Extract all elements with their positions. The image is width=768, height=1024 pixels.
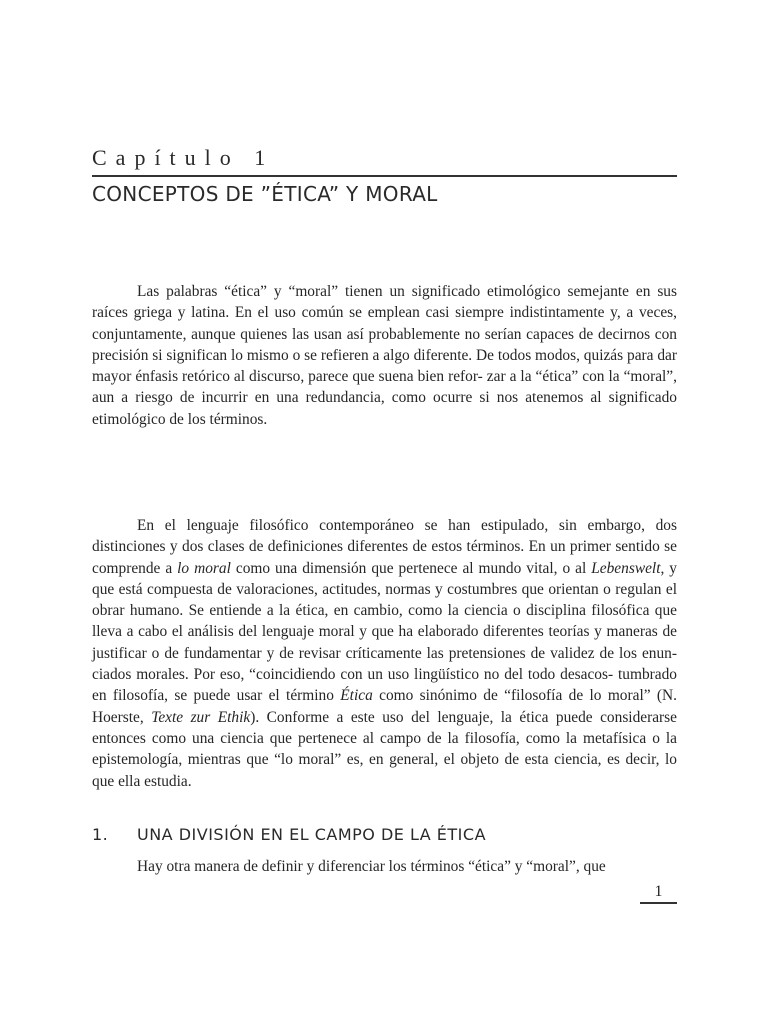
page-number: 1 [640, 883, 677, 904]
italic-term: Ética [340, 687, 373, 705]
section-number: 1. [92, 825, 109, 844]
text-run: como una dimensión que pertenece al mundo vital, o al [230, 559, 592, 577]
section-title: UNA DIVISIÓN EN EL CAMPO DE LA ÉTICA [137, 825, 487, 844]
section-heading [92, 824, 677, 846]
chapter-label: Capítulo 1 [92, 145, 275, 170]
section-first-line: Hay otra manera de definir y diferenciar los términos “ética” y “moral”, que [137, 858, 606, 875]
chapter-rule [92, 175, 677, 177]
italic-term: Lebenswelt [591, 559, 661, 577]
text-run: como sinónimo de “filosofía de lo moral” (N. Hoerste, [92, 687, 677, 726]
text-run: En el lenguaje filosófico contemporáneo se han estipulado, sin embargo, dos distinciones y dos clases de definiciones diferentes de estos términos. En un primer sentido se comprende a [92, 517, 677, 577]
text-run: ). Conforme a este uso del lenguaje, la ética puede considerarse entonces como una ciencia que pertenece al campo de la filosofía, como la metafísica o la epistemología, mientras que “lo moral” es, en general, el objeto de esta ciencia, es decir, lo que ella estudia. [92, 708, 678, 790]
chapter-title: CONCEPTOS DE ”ÉTICA” Y MORAL [92, 182, 438, 206]
italic-term: lo moral [177, 559, 231, 577]
paragraph-2 [92, 515, 677, 792]
italic-term: Texte zur Ethik [151, 708, 251, 726]
paragraph-1 [92, 281, 677, 430]
text-run: Las palabras “ética” y “moral” tienen un significado etimológico semejante en sus raíces griega y latina. En el uso común se emplean casi siempre indistintamente y, a veces, conjuntamente, aunque quienes las usan así probablemente no serían capaces de decirnos con precisión si significan lo mismo o se refieren a algo diferente. De todos modos, quizás para dar mayor énfasis retórico al discurso, parece que suena bien refor- zar a la “ética” con la “moral”, aun a riesgo de incurrir en una redundancia, como ocurre si nos atenemos al significado etimológico de los términos. [92, 283, 677, 428]
text-run: , y que está compuesta de valoraciones, actitudes, normas y costumbres que orientan o regulan el obrar humano. Se entiende a la ética, en cambio, como la ciencia o disciplina filosófica que lleva a cabo el análisis del lenguaje moral y que ha elaborado diferentes teorías y maneras de justificar o de fundamentar y de revisar críticamente las pretensiones de validez de los enun- ciados morales. Por eso, “coincidiendo con un uso lingüístico no del todo desacos- tumbrado en filosofía, se puede usar el término [92, 559, 678, 705]
